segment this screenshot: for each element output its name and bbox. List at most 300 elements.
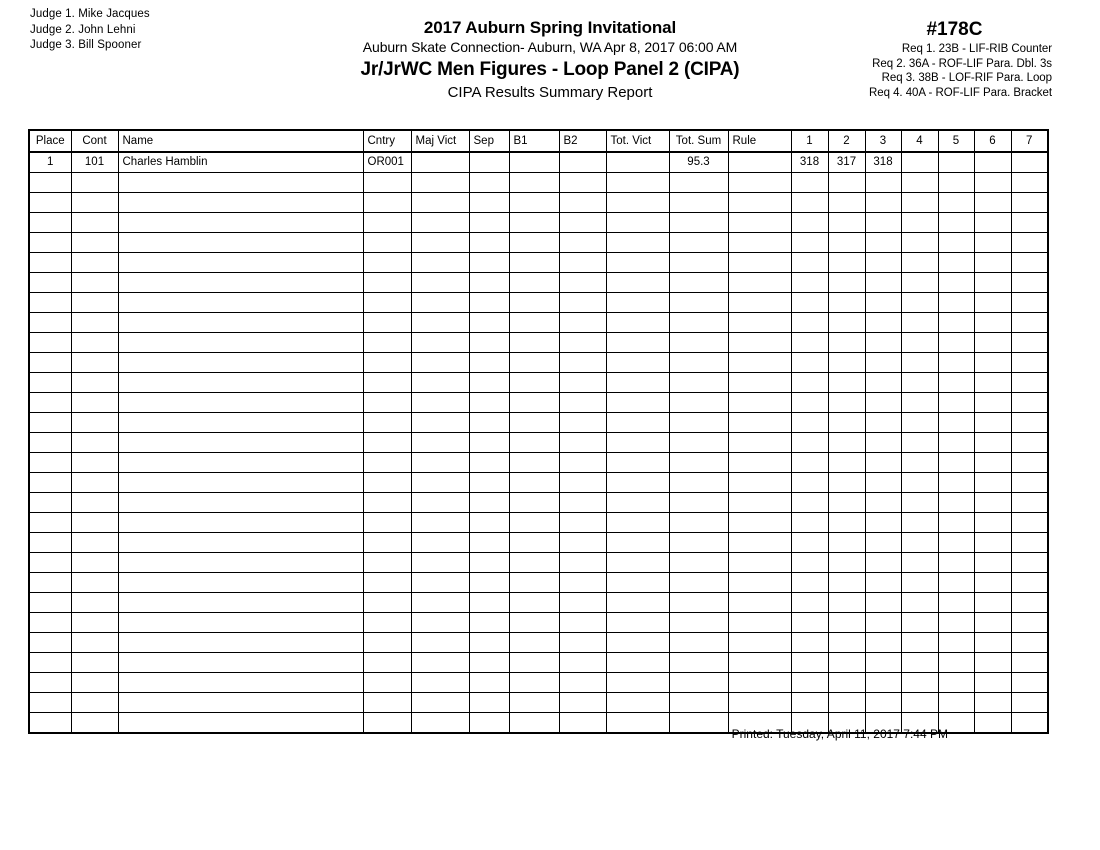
cell-place[interactable]: [29, 633, 71, 653]
cell-tot_sum[interactable]: [669, 673, 728, 693]
cell-rule[interactable]: [728, 633, 791, 653]
cell-j7[interactable]: [1011, 533, 1048, 553]
cell-sep[interactable]: [469, 573, 509, 593]
cell-j4[interactable]: [901, 193, 938, 213]
cell-j6[interactable]: [974, 553, 1011, 573]
cell-j3[interactable]: [865, 193, 901, 213]
cell-j7[interactable]: [1011, 353, 1048, 373]
cell-name[interactable]: [118, 213, 363, 233]
cell-b1[interactable]: [509, 633, 559, 653]
cell-j1[interactable]: [791, 493, 828, 513]
cell-place[interactable]: [29, 653, 71, 673]
cell-place[interactable]: [29, 293, 71, 313]
cell-tot_sum[interactable]: [669, 533, 728, 553]
cell-cntry[interactable]: [363, 633, 411, 653]
cell-tot_vict[interactable]: [606, 413, 669, 433]
cell-rule[interactable]: [728, 353, 791, 373]
cell-j6[interactable]: [974, 353, 1011, 373]
cell-name[interactable]: [118, 593, 363, 613]
cell-b1[interactable]: [509, 513, 559, 533]
cell-rule[interactable]: [728, 493, 791, 513]
cell-j1[interactable]: [791, 193, 828, 213]
cell-j4[interactable]: [901, 233, 938, 253]
cell-j6[interactable]: [974, 693, 1011, 713]
cell-j6[interactable]: [974, 653, 1011, 673]
cell-name[interactable]: [118, 453, 363, 473]
cell-b2[interactable]: [559, 513, 606, 533]
cell-maj_vict[interactable]: [411, 213, 469, 233]
cell-j5[interactable]: [938, 513, 974, 533]
cell-place[interactable]: [29, 553, 71, 573]
cell-name[interactable]: [118, 693, 363, 713]
cell-maj_vict[interactable]: [411, 493, 469, 513]
cell-j1[interactable]: [791, 273, 828, 293]
cell-tot_vict[interactable]: [606, 693, 669, 713]
cell-j2[interactable]: [828, 513, 865, 533]
cell-j1[interactable]: [791, 253, 828, 273]
cell-sep[interactable]: [469, 453, 509, 473]
cell-j6[interactable]: [974, 313, 1011, 333]
cell-j6[interactable]: [974, 593, 1011, 613]
cell-j5[interactable]: [938, 553, 974, 573]
cell-cntry[interactable]: OR001: [363, 152, 411, 173]
table-row[interactable]: [29, 613, 1048, 633]
cell-j4[interactable]: [901, 333, 938, 353]
cell-tot_vict[interactable]: [606, 653, 669, 673]
cell-tot_vict[interactable]: [606, 633, 669, 653]
cell-name[interactable]: [118, 313, 363, 333]
cell-maj_vict[interactable]: [411, 533, 469, 553]
cell-j1[interactable]: [791, 473, 828, 493]
cell-tot_sum[interactable]: [669, 693, 728, 713]
cell-cntry[interactable]: [363, 453, 411, 473]
cell-b1[interactable]: [509, 333, 559, 353]
cell-name[interactable]: [118, 253, 363, 273]
cell-sep[interactable]: [469, 533, 509, 553]
cell-cont[interactable]: [71, 233, 118, 253]
cell-name[interactable]: [118, 173, 363, 193]
cell-j6[interactable]: [974, 473, 1011, 493]
cell-maj_vict[interactable]: [411, 373, 469, 393]
cell-j5[interactable]: [938, 173, 974, 193]
cell-j5[interactable]: [938, 613, 974, 633]
cell-j7[interactable]: [1011, 253, 1048, 273]
cell-sep[interactable]: [469, 413, 509, 433]
cell-j7[interactable]: [1011, 693, 1048, 713]
table-row[interactable]: [29, 333, 1048, 353]
cell-cntry[interactable]: [363, 613, 411, 633]
cell-cont[interactable]: [71, 473, 118, 493]
cell-j2[interactable]: 317: [828, 152, 865, 173]
cell-j5[interactable]: [938, 633, 974, 653]
cell-b1[interactable]: [509, 473, 559, 493]
cell-tot_vict[interactable]: [606, 333, 669, 353]
cell-b2[interactable]: [559, 273, 606, 293]
cell-tot_vict[interactable]: [606, 173, 669, 193]
cell-j1[interactable]: [791, 373, 828, 393]
cell-place[interactable]: [29, 353, 71, 373]
cell-maj_vict[interactable]: [411, 653, 469, 673]
cell-cont[interactable]: [71, 593, 118, 613]
cell-j1[interactable]: 318: [791, 152, 828, 173]
cell-maj_vict[interactable]: [411, 673, 469, 693]
cell-j1[interactable]: [791, 533, 828, 553]
cell-j4[interactable]: [901, 613, 938, 633]
cell-name[interactable]: [118, 493, 363, 513]
cell-j7[interactable]: [1011, 413, 1048, 433]
cell-j4[interactable]: [901, 493, 938, 513]
table-row[interactable]: [29, 193, 1048, 213]
cell-b2[interactable]: [559, 213, 606, 233]
cell-tot_sum[interactable]: [669, 453, 728, 473]
cell-cntry[interactable]: [363, 553, 411, 573]
cell-tot_vict[interactable]: [606, 673, 669, 693]
cell-j6[interactable]: [974, 373, 1011, 393]
cell-j5[interactable]: [938, 193, 974, 213]
cell-cont[interactable]: [71, 393, 118, 413]
cell-b1[interactable]: [509, 673, 559, 693]
cell-b1[interactable]: [509, 373, 559, 393]
cell-j6[interactable]: [974, 493, 1011, 513]
cell-maj_vict[interactable]: [411, 173, 469, 193]
cell-cntry[interactable]: [363, 253, 411, 273]
cell-maj_vict[interactable]: [411, 253, 469, 273]
cell-j1[interactable]: [791, 353, 828, 373]
cell-b2[interactable]: [559, 173, 606, 193]
cell-cont[interactable]: [71, 353, 118, 373]
cell-tot_sum[interactable]: [669, 233, 728, 253]
cell-sep[interactable]: [469, 353, 509, 373]
cell-j7[interactable]: [1011, 193, 1048, 213]
cell-sep[interactable]: [469, 673, 509, 693]
cell-name[interactable]: [118, 373, 363, 393]
cell-j5[interactable]: [938, 233, 974, 253]
cell-tot_sum[interactable]: [669, 613, 728, 633]
cell-tot_vict[interactable]: [606, 593, 669, 613]
cell-sep[interactable]: [469, 473, 509, 493]
cell-place[interactable]: [29, 413, 71, 433]
cell-maj_vict[interactable]: [411, 633, 469, 653]
cell-tot_sum[interactable]: [669, 473, 728, 493]
cell-rule[interactable]: [728, 333, 791, 353]
cell-j4[interactable]: [901, 273, 938, 293]
cell-j7[interactable]: [1011, 173, 1048, 193]
cell-sep[interactable]: [469, 293, 509, 313]
cell-j3[interactable]: [865, 693, 901, 713]
cell-place[interactable]: [29, 393, 71, 413]
table-row[interactable]: [29, 152, 1048, 173]
cell-cntry[interactable]: [363, 393, 411, 413]
cell-b2[interactable]: [559, 593, 606, 613]
cell-place[interactable]: [29, 593, 71, 613]
cell-rule[interactable]: [728, 273, 791, 293]
cell-j6[interactable]: [974, 193, 1011, 213]
cell-maj_vict[interactable]: [411, 393, 469, 413]
cell-j3[interactable]: [865, 333, 901, 353]
table-row[interactable]: [29, 593, 1048, 613]
cell-j5[interactable]: [938, 593, 974, 613]
cell-sep[interactable]: [469, 373, 509, 393]
cell-maj_vict[interactable]: [411, 513, 469, 533]
cell-b2[interactable]: [559, 573, 606, 593]
cell-place[interactable]: [29, 253, 71, 273]
cell-name[interactable]: [118, 473, 363, 493]
cell-cntry[interactable]: [363, 313, 411, 333]
cell-maj_vict[interactable]: [411, 413, 469, 433]
cell-j3[interactable]: [865, 613, 901, 633]
cell-j2[interactable]: [828, 373, 865, 393]
cell-j2[interactable]: [828, 553, 865, 573]
cell-j3[interactable]: [865, 393, 901, 413]
cell-maj_vict[interactable]: [411, 433, 469, 453]
cell-place[interactable]: [29, 493, 71, 513]
cell-j5[interactable]: [938, 673, 974, 693]
cell-j5[interactable]: [938, 293, 974, 313]
cell-b2[interactable]: [559, 353, 606, 373]
cell-maj_vict[interactable]: [411, 193, 469, 213]
cell-j3[interactable]: [865, 513, 901, 533]
cell-b1[interactable]: [509, 593, 559, 613]
cell-j6[interactable]: [974, 633, 1011, 653]
table-row[interactable]: [29, 393, 1048, 413]
cell-b2[interactable]: [559, 553, 606, 573]
cell-maj_vict[interactable]: [411, 453, 469, 473]
cell-cont[interactable]: [71, 333, 118, 353]
cell-j5[interactable]: [938, 313, 974, 333]
cell-maj_vict[interactable]: [411, 553, 469, 573]
cell-j1[interactable]: [791, 513, 828, 533]
cell-j5[interactable]: [938, 253, 974, 273]
cell-cont[interactable]: [71, 293, 118, 313]
cell-j3[interactable]: [865, 573, 901, 593]
cell-j2[interactable]: [828, 613, 865, 633]
cell-j2[interactable]: [828, 353, 865, 373]
cell-tot_sum[interactable]: [669, 273, 728, 293]
cell-tot_vict[interactable]: [606, 493, 669, 513]
cell-place[interactable]: [29, 513, 71, 533]
cell-cntry[interactable]: [363, 593, 411, 613]
cell-j2[interactable]: [828, 653, 865, 673]
cell-rule[interactable]: [728, 152, 791, 173]
cell-sep[interactable]: [469, 593, 509, 613]
cell-j3[interactable]: [865, 373, 901, 393]
cell-tot_vict[interactable]: [606, 433, 669, 453]
cell-j2[interactable]: [828, 413, 865, 433]
cell-j2[interactable]: [828, 253, 865, 273]
cell-place[interactable]: [29, 313, 71, 333]
cell-j4[interactable]: [901, 413, 938, 433]
cell-j2[interactable]: [828, 473, 865, 493]
cell-cntry[interactable]: [363, 233, 411, 253]
cell-j4[interactable]: [901, 573, 938, 593]
cell-tot_sum[interactable]: [669, 293, 728, 313]
cell-place[interactable]: [29, 173, 71, 193]
cell-b1[interactable]: [509, 152, 559, 173]
cell-j3[interactable]: [865, 593, 901, 613]
cell-tot_vict[interactable]: [606, 152, 669, 173]
cell-place[interactable]: [29, 453, 71, 473]
cell-cont[interactable]: [71, 193, 118, 213]
cell-b2[interactable]: [559, 413, 606, 433]
cell-j7[interactable]: [1011, 673, 1048, 693]
cell-j3[interactable]: [865, 293, 901, 313]
cell-maj_vict[interactable]: [411, 693, 469, 713]
cell-rule[interactable]: [728, 473, 791, 493]
cell-j3[interactable]: [865, 553, 901, 573]
cell-name[interactable]: [118, 653, 363, 673]
cell-b1[interactable]: [509, 353, 559, 373]
cell-rule[interactable]: [728, 433, 791, 453]
cell-tot_vict[interactable]: [606, 233, 669, 253]
cell-j3[interactable]: [865, 173, 901, 193]
cell-j7[interactable]: [1011, 573, 1048, 593]
cell-b2[interactable]: [559, 433, 606, 453]
cell-j5[interactable]: [938, 573, 974, 593]
cell-j6[interactable]: [974, 413, 1011, 433]
cell-j5[interactable]: [938, 413, 974, 433]
cell-cntry[interactable]: [363, 373, 411, 393]
cell-name[interactable]: [118, 333, 363, 353]
cell-j1[interactable]: [791, 613, 828, 633]
cell-b2[interactable]: [559, 533, 606, 553]
cell-tot_sum[interactable]: [669, 193, 728, 213]
cell-j7[interactable]: [1011, 613, 1048, 633]
cell-tot_vict[interactable]: [606, 313, 669, 333]
cell-tot_vict[interactable]: [606, 553, 669, 573]
cell-cntry[interactable]: [363, 573, 411, 593]
table-row[interactable]: [29, 273, 1048, 293]
cell-b1[interactable]: [509, 553, 559, 573]
cell-b2[interactable]: [559, 613, 606, 633]
cell-place[interactable]: [29, 613, 71, 633]
cell-tot_sum[interactable]: [669, 213, 728, 233]
cell-sep[interactable]: [469, 493, 509, 513]
cell-b1[interactable]: [509, 433, 559, 453]
cell-j4[interactable]: [901, 253, 938, 273]
cell-j5[interactable]: [938, 433, 974, 453]
cell-tot_vict[interactable]: [606, 393, 669, 413]
table-row[interactable]: [29, 293, 1048, 313]
cell-j2[interactable]: [828, 593, 865, 613]
cell-j1[interactable]: [791, 553, 828, 573]
cell-j6[interactable]: [974, 273, 1011, 293]
cell-maj_vict[interactable]: [411, 333, 469, 353]
cell-j3[interactable]: [865, 233, 901, 253]
cell-cont[interactable]: [71, 313, 118, 333]
table-row[interactable]: [29, 453, 1048, 473]
cell-b1[interactable]: [509, 233, 559, 253]
cell-j4[interactable]: [901, 173, 938, 193]
table-row[interactable]: [29, 173, 1048, 193]
cell-j6[interactable]: [974, 213, 1011, 233]
cell-cntry[interactable]: [363, 193, 411, 213]
table-row[interactable]: [29, 253, 1048, 273]
cell-j2[interactable]: [828, 493, 865, 513]
cell-j4[interactable]: [901, 673, 938, 693]
cell-j6[interactable]: [974, 613, 1011, 633]
cell-j5[interactable]: [938, 453, 974, 473]
cell-cont[interactable]: [71, 493, 118, 513]
cell-j6[interactable]: [974, 173, 1011, 193]
cell-sep[interactable]: [469, 613, 509, 633]
cell-j5[interactable]: [938, 373, 974, 393]
cell-j7[interactable]: [1011, 313, 1048, 333]
cell-j7[interactable]: [1011, 233, 1048, 253]
cell-j1[interactable]: [791, 433, 828, 453]
cell-tot_vict[interactable]: [606, 373, 669, 393]
cell-sep[interactable]: [469, 333, 509, 353]
cell-rule[interactable]: [728, 313, 791, 333]
cell-rule[interactable]: [728, 193, 791, 213]
cell-cont[interactable]: [71, 453, 118, 473]
cell-j5[interactable]: [938, 152, 974, 173]
cell-rule[interactable]: [728, 373, 791, 393]
cell-j1[interactable]: [791, 453, 828, 473]
cell-j3[interactable]: [865, 453, 901, 473]
cell-cont[interactable]: [71, 573, 118, 593]
table-row[interactable]: [29, 373, 1048, 393]
cell-name[interactable]: [118, 573, 363, 593]
cell-tot_sum[interactable]: [669, 413, 728, 433]
cell-cntry[interactable]: [363, 693, 411, 713]
cell-rule[interactable]: [728, 393, 791, 413]
cell-b2[interactable]: [559, 653, 606, 673]
cell-j4[interactable]: [901, 453, 938, 473]
cell-cont[interactable]: [71, 513, 118, 533]
cell-b2[interactable]: [559, 373, 606, 393]
cell-j4[interactable]: [901, 593, 938, 613]
cell-j5[interactable]: [938, 693, 974, 713]
cell-b1[interactable]: [509, 653, 559, 673]
cell-rule[interactable]: [728, 553, 791, 573]
cell-sep[interactable]: [469, 233, 509, 253]
cell-j1[interactable]: [791, 573, 828, 593]
table-row[interactable]: [29, 653, 1048, 673]
cell-j2[interactable]: [828, 213, 865, 233]
table-row[interactable]: [29, 633, 1048, 653]
cell-j2[interactable]: [828, 533, 865, 553]
cell-j3[interactable]: [865, 273, 901, 293]
cell-tot_sum[interactable]: [669, 593, 728, 613]
cell-b2[interactable]: [559, 313, 606, 333]
cell-sep[interactable]: [469, 513, 509, 533]
cell-sep[interactable]: [469, 213, 509, 233]
cell-j4[interactable]: [901, 353, 938, 373]
cell-j5[interactable]: [938, 333, 974, 353]
cell-sep[interactable]: [469, 393, 509, 413]
cell-maj_vict[interactable]: [411, 233, 469, 253]
cell-j1[interactable]: [791, 233, 828, 253]
cell-tot_sum[interactable]: [669, 253, 728, 273]
cell-j1[interactable]: [791, 413, 828, 433]
cell-place[interactable]: [29, 573, 71, 593]
cell-b2[interactable]: [559, 673, 606, 693]
table-row[interactable]: [29, 413, 1048, 433]
table-row[interactable]: [29, 553, 1048, 573]
cell-maj_vict[interactable]: [411, 273, 469, 293]
cell-j3[interactable]: [865, 673, 901, 693]
cell-j3[interactable]: [865, 633, 901, 653]
cell-maj_vict[interactable]: [411, 293, 469, 313]
cell-name[interactable]: [118, 353, 363, 373]
cell-tot_vict[interactable]: [606, 533, 669, 553]
cell-b2[interactable]: [559, 493, 606, 513]
cell-place[interactable]: [29, 373, 71, 393]
cell-b1[interactable]: [509, 313, 559, 333]
cell-j2[interactable]: [828, 313, 865, 333]
cell-j2[interactable]: [828, 293, 865, 313]
cell-rule[interactable]: [728, 173, 791, 193]
